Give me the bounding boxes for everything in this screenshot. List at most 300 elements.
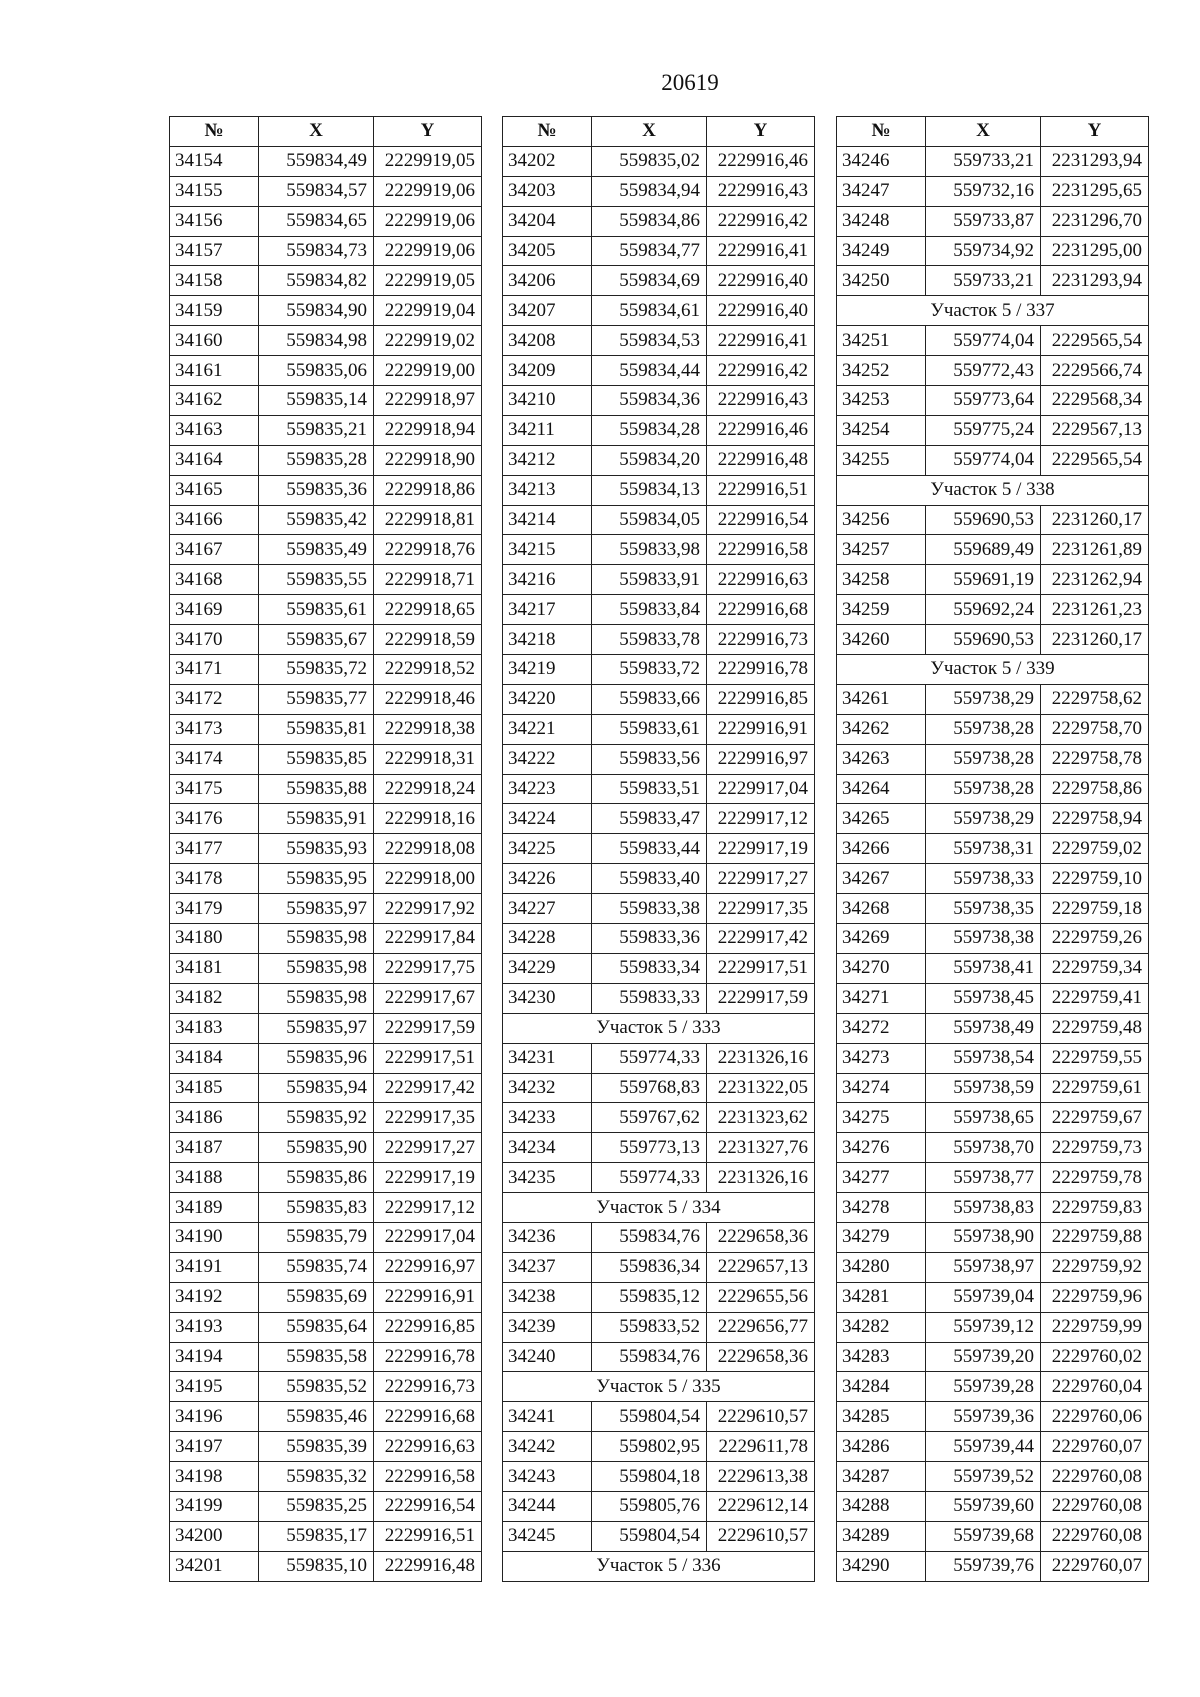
x-coordinate-cell: 559835,72 (259, 655, 374, 685)
point-number-cell: 34273 (837, 1043, 926, 1073)
table-row (170, 176, 482, 206)
y-coordinate-cell: 2229916,43 (707, 386, 815, 416)
point-number-cell: 34192 (170, 1282, 259, 1312)
x-coordinate-cell: 559834,05 (592, 505, 707, 535)
y-coordinate-cell: 2231322,05 (707, 1073, 815, 1103)
x-coordinate-cell: 559734,92 (926, 236, 1041, 266)
x-coordinate-cell: 559738,59 (926, 1073, 1041, 1103)
x-coordinate-cell: 559835,55 (259, 565, 374, 595)
point-number-cell: 34180 (170, 924, 259, 954)
point-number-cell: 34270 (837, 953, 926, 983)
column-header-number: № (503, 117, 592, 147)
y-coordinate-cell: 2229916,46 (707, 415, 815, 445)
table-row (170, 924, 482, 954)
y-coordinate-cell: 2229916,97 (707, 744, 815, 774)
point-number-cell: 34221 (503, 714, 592, 744)
table-row (503, 1133, 815, 1163)
x-coordinate-cell: 559767,62 (592, 1103, 707, 1133)
point-number-cell: 34283 (837, 1342, 926, 1372)
x-coordinate-cell: 559739,12 (926, 1312, 1041, 1342)
table-row (170, 415, 482, 445)
y-coordinate-cell: 2231295,65 (1041, 176, 1149, 206)
table-row (837, 386, 1149, 416)
y-coordinate-cell: 2229759,41 (1041, 983, 1149, 1013)
y-coordinate-cell: 2229916,73 (374, 1372, 482, 1402)
x-coordinate-cell: 559805,76 (592, 1491, 707, 1521)
point-number-cell: 34223 (503, 774, 592, 804)
y-coordinate-cell: 2229919,05 (374, 146, 482, 176)
x-coordinate-cell: 559739,04 (926, 1282, 1041, 1312)
y-coordinate-cell: 2229916,78 (374, 1342, 482, 1372)
point-number-cell: 34198 (170, 1462, 259, 1492)
point-number-cell: 34157 (170, 236, 259, 266)
table-row (503, 475, 815, 505)
point-number-cell: 34158 (170, 266, 259, 296)
x-coordinate-cell: 559739,28 (926, 1372, 1041, 1402)
point-number-cell: 34222 (503, 744, 592, 774)
x-coordinate-cell: 559835,36 (259, 475, 374, 505)
table-row (503, 774, 815, 804)
x-coordinate-cell: 559833,44 (592, 834, 707, 864)
y-coordinate-cell: 2229916,85 (374, 1312, 482, 1342)
table-row (170, 1462, 482, 1492)
table-row (503, 1073, 815, 1103)
point-number-cell: 34177 (170, 834, 259, 864)
x-coordinate-cell: 559833,72 (592, 655, 707, 685)
point-number-cell: 34275 (837, 1103, 926, 1133)
point-number-cell: 34212 (503, 445, 592, 475)
y-coordinate-cell: 2229565,54 (1041, 445, 1149, 475)
y-coordinate-cell: 2229565,54 (1041, 326, 1149, 356)
table-row (503, 1402, 815, 1432)
point-number-cell: 34226 (503, 864, 592, 894)
coordinate-table-3 (836, 116, 1149, 1582)
x-coordinate-cell: 559835,69 (259, 1282, 374, 1312)
x-coordinate-cell: 559835,64 (259, 1312, 374, 1342)
y-coordinate-cell: 2229759,88 (1041, 1222, 1149, 1252)
table-row (170, 983, 482, 1013)
table-row (503, 595, 815, 625)
point-number-cell: 34287 (837, 1462, 926, 1492)
y-coordinate-cell: 2229759,96 (1041, 1282, 1149, 1312)
table-row (503, 1163, 815, 1193)
y-coordinate-cell: 2229916,54 (374, 1491, 482, 1521)
point-number-cell: 34245 (503, 1521, 592, 1551)
table-row (837, 1073, 1149, 1103)
section-label: Участок 5 / 335 (503, 1372, 815, 1402)
x-coordinate-cell: 559834,86 (592, 206, 707, 236)
x-coordinate-cell: 559774,04 (926, 445, 1041, 475)
x-coordinate-cell: 559835,83 (259, 1193, 374, 1223)
y-coordinate-cell: 2231260,17 (1041, 505, 1149, 535)
table-row (837, 1551, 1149, 1581)
point-number-cell: 34288 (837, 1491, 926, 1521)
point-number-cell: 34257 (837, 535, 926, 565)
table-row (170, 1133, 482, 1163)
point-number-cell: 34260 (837, 625, 926, 655)
table-row (837, 356, 1149, 386)
y-coordinate-cell: 2229916,43 (707, 176, 815, 206)
point-number-cell: 34168 (170, 565, 259, 595)
point-number-cell: 34225 (503, 834, 592, 864)
y-coordinate-cell: 2229655,56 (707, 1282, 815, 1312)
page-number: 20619 (661, 70, 719, 95)
point-number-cell: 34174 (170, 744, 259, 774)
column-header-x: X (259, 117, 374, 147)
point-number-cell: 34234 (503, 1133, 592, 1163)
y-coordinate-cell: 2229918,97 (374, 386, 482, 416)
x-coordinate-cell: 559834,20 (592, 445, 707, 475)
x-coordinate-cell: 559835,98 (259, 953, 374, 983)
table-row (503, 146, 815, 176)
point-number-cell: 34186 (170, 1103, 259, 1133)
y-coordinate-cell: 2229918,46 (374, 684, 482, 714)
y-coordinate-cell: 2229916,46 (707, 146, 815, 176)
x-coordinate-cell: 559833,33 (592, 983, 707, 1013)
x-coordinate-cell: 559834,13 (592, 475, 707, 505)
y-coordinate-cell: 2229918,59 (374, 625, 482, 655)
x-coordinate-cell: 559835,74 (259, 1252, 374, 1282)
y-coordinate-cell: 2229760,07 (1041, 1432, 1149, 1462)
y-coordinate-cell: 2229916,68 (374, 1402, 482, 1432)
point-number-cell: 34240 (503, 1342, 592, 1372)
point-number-cell: 34190 (170, 1222, 259, 1252)
table-row (837, 1432, 1149, 1462)
point-number-cell: 34278 (837, 1193, 926, 1223)
y-coordinate-cell: 2229759,61 (1041, 1073, 1149, 1103)
table-row (170, 1491, 482, 1521)
point-number-cell: 34249 (837, 236, 926, 266)
y-coordinate-cell: 2229916,78 (707, 655, 815, 685)
y-coordinate-cell: 2229758,70 (1041, 714, 1149, 744)
column-header-y: Y (374, 117, 482, 147)
point-number-cell: 34243 (503, 1462, 592, 1492)
point-number-cell: 34262 (837, 714, 926, 744)
section-row (503, 1372, 815, 1402)
coordinate-table-2 (502, 116, 815, 1582)
point-number-cell: 34187 (170, 1133, 259, 1163)
point-number-cell: 34162 (170, 386, 259, 416)
point-number-cell: 34163 (170, 415, 259, 445)
point-number-cell: 34236 (503, 1222, 592, 1252)
y-coordinate-cell: 2229916,51 (707, 475, 815, 505)
point-number-cell: 34176 (170, 804, 259, 834)
x-coordinate-cell: 559738,33 (926, 864, 1041, 894)
coordinate-table-1 (169, 116, 482, 1582)
point-number-cell: 34206 (503, 266, 592, 296)
x-coordinate-cell: 559739,60 (926, 1491, 1041, 1521)
x-coordinate-cell: 559834,53 (592, 326, 707, 356)
x-coordinate-cell: 559690,53 (926, 505, 1041, 535)
point-number-cell: 34253 (837, 386, 926, 416)
table-row (503, 1103, 815, 1133)
table-row (837, 206, 1149, 236)
table-row (837, 236, 1149, 266)
y-coordinate-cell: 2229918,94 (374, 415, 482, 445)
x-coordinate-cell: 559835,95 (259, 864, 374, 894)
point-number-cell: 34202 (503, 146, 592, 176)
x-coordinate-cell: 559739,68 (926, 1521, 1041, 1551)
table-row (503, 356, 815, 386)
x-coordinate-cell: 559835,98 (259, 924, 374, 954)
x-coordinate-cell: 559775,24 (926, 415, 1041, 445)
table-row (503, 535, 815, 565)
point-number-cell: 34201 (170, 1551, 259, 1581)
point-number-cell: 34258 (837, 565, 926, 595)
x-coordinate-cell: 559835,46 (259, 1402, 374, 1432)
y-coordinate-cell: 2229759,10 (1041, 864, 1149, 894)
table-row (503, 236, 815, 266)
y-coordinate-cell: 2229567,13 (1041, 415, 1149, 445)
point-number-cell: 34282 (837, 1312, 926, 1342)
table-row (503, 296, 815, 326)
y-coordinate-cell: 2229760,06 (1041, 1402, 1149, 1432)
table-row (837, 1491, 1149, 1521)
y-coordinate-cell: 2229918,16 (374, 804, 482, 834)
y-coordinate-cell: 2229916,63 (374, 1432, 482, 1462)
y-coordinate-cell: 2229917,75 (374, 953, 482, 983)
table-row (170, 774, 482, 804)
y-coordinate-cell: 2229759,83 (1041, 1193, 1149, 1223)
point-number-cell: 34290 (837, 1551, 926, 1581)
point-number-cell: 34252 (837, 356, 926, 386)
table-row (503, 176, 815, 206)
table-header-row (837, 117, 1149, 147)
y-coordinate-cell: 2229919,06 (374, 176, 482, 206)
point-number-cell: 34167 (170, 535, 259, 565)
x-coordinate-cell: 559834,76 (592, 1342, 707, 1372)
y-coordinate-cell: 2229566,74 (1041, 356, 1149, 386)
y-coordinate-cell: 2229918,52 (374, 655, 482, 685)
point-number-cell: 34200 (170, 1521, 259, 1551)
point-number-cell: 34194 (170, 1342, 259, 1372)
point-number-cell: 34196 (170, 1402, 259, 1432)
x-coordinate-cell: 559835,12 (592, 1282, 707, 1312)
point-number-cell: 34277 (837, 1163, 926, 1193)
y-coordinate-cell: 2229916,58 (374, 1462, 482, 1492)
table-row (837, 1013, 1149, 1043)
point-number-cell: 34183 (170, 1013, 259, 1043)
table-row (170, 625, 482, 655)
table-row (170, 206, 482, 236)
x-coordinate-cell: 559835,97 (259, 894, 374, 924)
point-number-cell: 34175 (170, 774, 259, 804)
y-coordinate-cell: 2229916,41 (707, 236, 815, 266)
x-coordinate-cell: 559835,02 (592, 146, 707, 176)
table-row (503, 894, 815, 924)
x-coordinate-cell: 559738,31 (926, 834, 1041, 864)
y-coordinate-cell: 2229759,02 (1041, 834, 1149, 864)
table-row (837, 1252, 1149, 1282)
table-row (503, 266, 815, 296)
x-coordinate-cell: 559834,94 (592, 176, 707, 206)
table-row (170, 386, 482, 416)
point-number-cell: 34263 (837, 744, 926, 774)
x-coordinate-cell: 559833,38 (592, 894, 707, 924)
point-number-cell: 34156 (170, 206, 259, 236)
y-coordinate-cell: 2229759,48 (1041, 1013, 1149, 1043)
point-number-cell: 34191 (170, 1252, 259, 1282)
table-row (503, 1222, 815, 1252)
table-row (837, 744, 1149, 774)
point-number-cell: 34203 (503, 176, 592, 206)
y-coordinate-cell: 2231262,94 (1041, 565, 1149, 595)
x-coordinate-cell: 559833,56 (592, 744, 707, 774)
x-coordinate-cell: 559738,90 (926, 1222, 1041, 1252)
x-coordinate-cell: 559835,14 (259, 386, 374, 416)
x-coordinate-cell: 559738,49 (926, 1013, 1041, 1043)
x-coordinate-cell: 559739,52 (926, 1462, 1041, 1492)
y-coordinate-cell: 2231261,23 (1041, 595, 1149, 625)
x-coordinate-cell: 559835,86 (259, 1163, 374, 1193)
x-coordinate-cell: 559804,18 (592, 1462, 707, 1492)
table-row (170, 565, 482, 595)
y-coordinate-cell: 2229916,68 (707, 595, 815, 625)
x-coordinate-cell: 559834,44 (592, 356, 707, 386)
point-number-cell: 34166 (170, 505, 259, 535)
x-coordinate-cell: 559804,54 (592, 1402, 707, 1432)
point-number-cell: 34215 (503, 535, 592, 565)
point-number-cell: 34255 (837, 445, 926, 475)
y-coordinate-cell: 2229760,08 (1041, 1462, 1149, 1492)
table-row (837, 1521, 1149, 1551)
x-coordinate-cell: 559835,79 (259, 1222, 374, 1252)
point-number-cell: 34267 (837, 864, 926, 894)
y-coordinate-cell: 2229759,67 (1041, 1103, 1149, 1133)
x-coordinate-cell: 559733,87 (926, 206, 1041, 236)
x-coordinate-cell: 559835,88 (259, 774, 374, 804)
table-row (503, 744, 815, 774)
x-coordinate-cell: 559834,49 (259, 146, 374, 176)
table-row (503, 1521, 815, 1551)
x-coordinate-cell: 559738,97 (926, 1252, 1041, 1282)
table-row (503, 1462, 815, 1492)
point-number-cell: 34244 (503, 1491, 592, 1521)
point-number-cell: 34154 (170, 146, 259, 176)
x-coordinate-cell: 559835,85 (259, 744, 374, 774)
x-coordinate-cell: 559738,65 (926, 1103, 1041, 1133)
table-row (170, 535, 482, 565)
table-row (503, 1282, 815, 1312)
y-coordinate-cell: 2229916,51 (374, 1521, 482, 1551)
section-label: Участок 5 / 338 (837, 475, 1149, 505)
point-number-cell: 34184 (170, 1043, 259, 1073)
column-header-x: X (592, 117, 707, 147)
point-number-cell: 34286 (837, 1432, 926, 1462)
table-row (170, 505, 482, 535)
y-coordinate-cell: 2229917,59 (374, 1013, 482, 1043)
table-row (170, 714, 482, 744)
x-coordinate-cell: 559833,91 (592, 565, 707, 595)
y-coordinate-cell: 2229918,65 (374, 595, 482, 625)
y-coordinate-cell: 2229568,34 (1041, 386, 1149, 416)
x-coordinate-cell: 559834,36 (592, 386, 707, 416)
y-coordinate-cell: 2229917,12 (374, 1193, 482, 1223)
column-header-y: Y (707, 117, 815, 147)
y-coordinate-cell: 2229918,90 (374, 445, 482, 475)
y-coordinate-cell: 2229917,59 (707, 983, 815, 1013)
table-row (170, 356, 482, 386)
point-number-cell: 34169 (170, 595, 259, 625)
table-row (503, 1491, 815, 1521)
x-coordinate-cell: 559835,93 (259, 834, 374, 864)
table-row (503, 326, 815, 356)
table-row (837, 1282, 1149, 1312)
table-body (170, 146, 482, 1581)
section-label: Участок 5 / 333 (503, 1013, 815, 1043)
x-coordinate-cell: 559834,98 (259, 326, 374, 356)
y-coordinate-cell: 2229917,12 (707, 804, 815, 834)
table-row (503, 834, 815, 864)
y-coordinate-cell: 2229918,81 (374, 505, 482, 535)
column-header-x: X (926, 117, 1041, 147)
y-coordinate-cell: 2231295,00 (1041, 236, 1149, 266)
x-coordinate-cell: 559833,84 (592, 595, 707, 625)
x-coordinate-cell: 559834,73 (259, 236, 374, 266)
y-coordinate-cell: 2229658,36 (707, 1222, 815, 1252)
point-number-cell: 34241 (503, 1402, 592, 1432)
table-row (170, 804, 482, 834)
point-number-cell: 34259 (837, 595, 926, 625)
y-coordinate-cell: 2229916,42 (707, 206, 815, 236)
x-coordinate-cell: 559833,66 (592, 684, 707, 714)
x-coordinate-cell: 559768,83 (592, 1073, 707, 1103)
point-number-cell: 34208 (503, 326, 592, 356)
table-row (837, 1222, 1149, 1252)
point-number-cell: 34204 (503, 206, 592, 236)
table-row (503, 714, 815, 744)
x-coordinate-cell: 559834,69 (592, 266, 707, 296)
x-coordinate-cell: 559804,54 (592, 1521, 707, 1551)
y-coordinate-cell: 2231293,94 (1041, 266, 1149, 296)
x-coordinate-cell: 559738,29 (926, 804, 1041, 834)
y-coordinate-cell: 2229916,73 (707, 625, 815, 655)
table-row (837, 326, 1149, 356)
table-row (170, 1163, 482, 1193)
y-coordinate-cell: 2229760,02 (1041, 1342, 1149, 1372)
point-number-cell: 34205 (503, 236, 592, 266)
x-coordinate-cell: 559835,28 (259, 445, 374, 475)
x-coordinate-cell: 559833,36 (592, 924, 707, 954)
table-row (503, 1312, 815, 1342)
point-number-cell: 34254 (837, 415, 926, 445)
point-number-cell: 34155 (170, 176, 259, 206)
y-coordinate-cell: 2229656,77 (707, 1312, 815, 1342)
x-coordinate-cell: 559835,92 (259, 1103, 374, 1133)
table-row (837, 714, 1149, 744)
y-coordinate-cell: 2229760,04 (1041, 1372, 1149, 1402)
y-coordinate-cell: 2229918,76 (374, 535, 482, 565)
y-coordinate-cell: 2229759,78 (1041, 1163, 1149, 1193)
y-coordinate-cell: 2229759,99 (1041, 1312, 1149, 1342)
x-coordinate-cell: 559738,28 (926, 744, 1041, 774)
y-coordinate-cell: 2229760,08 (1041, 1521, 1149, 1551)
column-header-number: № (170, 117, 259, 147)
y-coordinate-cell: 2229917,67 (374, 983, 482, 1013)
point-number-cell: 34235 (503, 1163, 592, 1193)
table-row (837, 595, 1149, 625)
x-coordinate-cell: 559774,33 (592, 1163, 707, 1193)
point-number-cell: 34284 (837, 1372, 926, 1402)
table-row (170, 1551, 482, 1581)
y-coordinate-cell: 2229917,35 (374, 1103, 482, 1133)
x-coordinate-cell: 559738,77 (926, 1163, 1041, 1193)
x-coordinate-cell: 559692,24 (926, 595, 1041, 625)
table-row (837, 924, 1149, 954)
point-number-cell: 34161 (170, 356, 259, 386)
point-number-cell: 34256 (837, 505, 926, 535)
x-coordinate-cell: 559738,70 (926, 1133, 1041, 1163)
